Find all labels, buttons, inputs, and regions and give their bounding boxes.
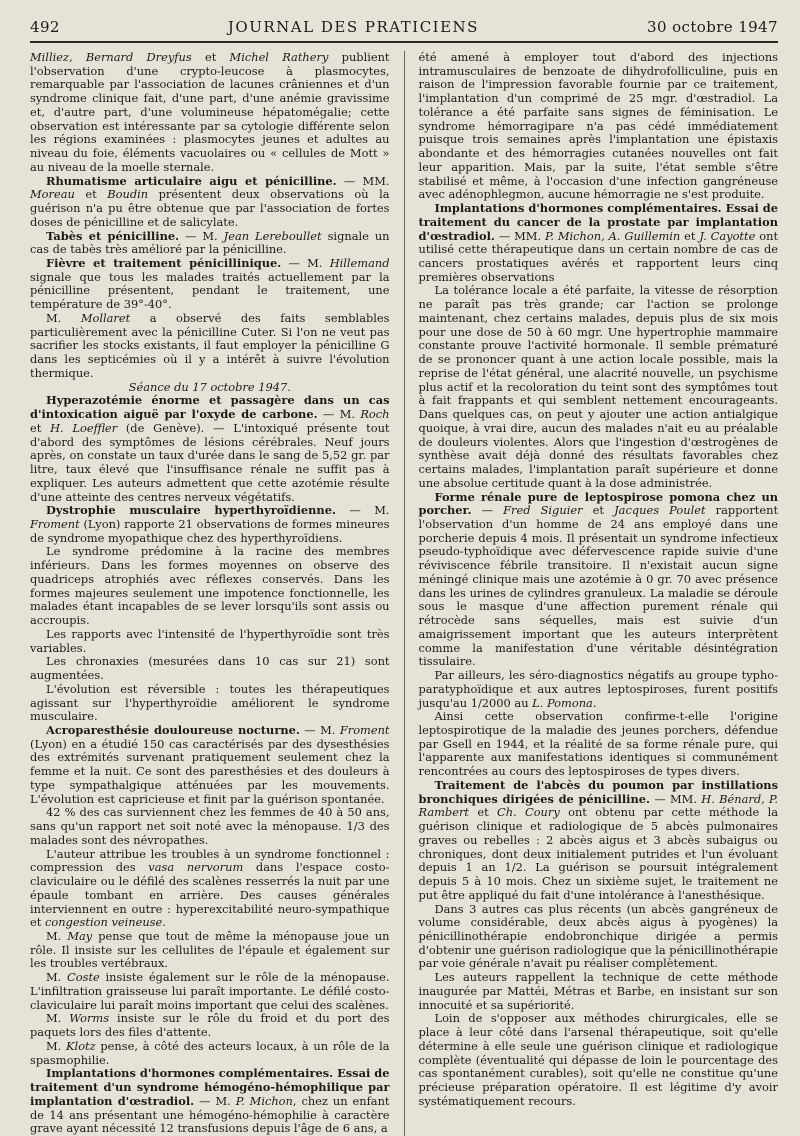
section-heading: Forme rénale pure de leptospirose pomona chez un porcher. — [418, 489, 779, 518]
connector: M. — [46, 1011, 70, 1026]
paragraph — [30, 312, 390, 381]
author-name: Klotz — [66, 1038, 96, 1053]
connector: — M. — [179, 228, 224, 243]
paragraph — [30, 51, 390, 175]
connector: M. — [46, 929, 68, 943]
paragraph — [30, 724, 390, 806]
session-title: Séance du 17 octobre 1947. — [128, 379, 291, 394]
section-heading: Rhumatisme articulaire aigu et pénicilline. — [46, 173, 337, 188]
connector: — MM. — [650, 791, 702, 806]
author-name: Michel Rathery — [229, 50, 329, 64]
connector: — M. — [299, 722, 340, 737]
paragraph: Ainsi cette observation confirme-t-elle l'origine leptospirotique de la maladie des jeunes porchers, défendue par Gsell en 1944, et la réalité de sa forme rénale pure, qui l'apparente aux manifestations identiques si communément rencontrées au cours des leptospiroses de types divers. — [418, 709, 779, 779]
connector: — MM. — [336, 173, 390, 188]
paragraph — [30, 971, 390, 1012]
left-column — [30, 51, 390, 1136]
connector: M. — [46, 970, 68, 985]
connector: et — [469, 805, 497, 820]
author-name: Jacques Poulet — [614, 503, 706, 518]
paragraph — [419, 491, 779, 670]
paragraph-text: . — [592, 695, 597, 710]
paragraph: 42 % des cas surviennent chez les femmes de 40 à 50 ans, sans qu'un rapport net soit noté avec la ménopause. 1/3 des malades sont des névropathes. — [30, 805, 390, 847]
author-name: Mollaret — [80, 310, 131, 325]
connector: — M. — [194, 1093, 236, 1108]
section-heading: Acroparesthésie douloureuse nocturne. — [46, 722, 300, 737]
paragraph: L'évolution est réversible : toutes les thérapeutiques agissant sur l'hyperthyroïdie améliorent le syndrome musculaire. — [30, 681, 390, 724]
paragraph-text: signale un cas de tabès très amélioré par la pénicilline. — [30, 228, 390, 257]
right-column — [419, 51, 779, 1136]
paragraph: été amené à employer tout d'abord des injections intramusculaires de benzoate de dihydrofolliculine, puis en raison de l'impression favorable fournie par ce traitement, l'implantation d'un comprimé de 25 mgr. d'œstradiol. La tolérance a été parfaite sans signes de féminisation. Le syndrome hémorragipare n'a pas cédé immédiatement puisque trois semaines après l'implantation une épistaxis abondante et des hémorragies cutanées nouvelles ont fait leur apparition. Mais, par la suite, l'état semble s'être stabilisé et même, à l'occasion d'une infection gangréneuse avec adénophlegmon, aucune hémorragie ne s'est produite. — [418, 50, 779, 202]
section-heading: Implantations d'hormones complémentaires. Essai de traitement du cancer de la prostate par implantation d'œstradiol. — [418, 201, 779, 243]
paragraph-text: (Lyon) rapporte 21 observations de formes mineures de syndrome myopathique chez des hyperthyroïdiens. — [30, 516, 390, 545]
paragraph-text: ont utilisé cette thérapeutique dans un certain nombre de cas de cancers prostatiques avérés et rapportent leurs cinq premières observations — [418, 228, 779, 284]
connector: et — [30, 420, 51, 435]
connector: — M. — [281, 256, 330, 271]
paragraph-text: . — [162, 915, 166, 930]
section-heading: Traitement de l'abcès du poumon par instillations bronchiques dirigées de pénicilline. — [418, 777, 779, 806]
paragraph-text: , chez un enfant de 14 ans présentant une hémogéno-hémophilie à caractère grave ayant nécessité 12 transfusions depuis l'âge de 6 ans, a — [30, 1093, 390, 1136]
paragraph-text: rapportent l'observation d'un homme de 24 ans employé dans une porcherie depuis 4 mois. Il présentait un syndrome infectieux pseudo-typhoïdique avec défervescence rapide suivie d'une réviviscence fébrile transitoire. Il n'existait aucun signe méningé clinique mais une azotémie à 0 gr. 70 avec présence dans les urines de cylindres granuleux. La maladie se déroule sous le masque d'une affection purement rénale qui rétrocède sans séquelles, mais est suivie d'un amaigrissement important que les auteurs interprètent comme la manifestation d'une véritable désintégration tissulaire. — [418, 503, 779, 669]
italic-term: vasa nervorum — [148, 860, 244, 875]
paragraph-text: a observé des faits semblables particulièrement avec la pénicilline Cuter. Si l'on ne veut pas sacrifier les stocks existants, il faut employer la pénicilline G dans les septicémies où il y a intérêt à suivre l'évolution thermique. — [30, 310, 390, 380]
paragraph-text: insiste également sur le rôle de la ménopause. L'infiltration graisseuse lui paraît importante. Le défilé costo-claviculaire lui paraît moins important que celui des scalènes. — [30, 970, 390, 1012]
italic-term: L. Pomona — [532, 695, 593, 710]
author-name: May — [67, 929, 93, 943]
paragraph — [30, 394, 390, 504]
article-columns — [30, 51, 778, 1136]
page-number: 492 — [30, 18, 60, 36]
paragraph-text: présentent deux observations où la guérison n'a pu être obtenue que par l'association de fortes doses de pénicilline et de salicylate. — [30, 187, 390, 229]
page-header — [30, 18, 778, 43]
connector: M. — [46, 310, 81, 325]
paragraph: Loin de s'opposer aux méthodes chirurgicales, elle se place à leur côté dans l'arsenal thérapeutique, soit qu'elle détermine à elle seule une guérison clinique et radiologique complète (éventualité qui dépasse de loin le pourcentage des cas spontanément curables), soit qu'elle ne constitue qu'une précieuse préparation opératoire. Il est légitime d'y avoir systématiquement recours. — [418, 1011, 779, 1108]
author-name: P. Michon, A. Guillemin — [544, 228, 681, 243]
paragraph-text: L'auteur attribue les troubles à un syndrome fonctionnel : compression des — [30, 846, 390, 875]
author-name: Boudin — [107, 187, 149, 202]
paragraph: Les chronaxies (mesurées dans 10 cas sur 21) sont augmentées. — [30, 654, 390, 683]
connector: et — [582, 503, 615, 518]
section-heading: Tabès et pénicilline. — [46, 228, 180, 243]
paragraph: Les auteurs rappellent la technique de cette méthode inaugurée par Mattéi, Métras et Barbe, en insistant sur son innocuité et sa supériorité. — [418, 970, 779, 1012]
paragraph-text: (de Genève). — L'intoxiqué présente tout d'abord des symptômes de lésions cérébrales. Neuf jours après, on constate un taux d'urée dans le sang de 5,52 gr. par litre, taux élevé que l'insuffisance rénale ne suffit pas à expliquer. Les auteurs admettent que cette azotémie résulte d'une atteinte des centres nerveux végétatifs. — [30, 420, 390, 504]
author-name: H. Bénard, P. Rambert — [418, 791, 779, 820]
author-name: Jean Lereboullet — [223, 228, 322, 243]
journal-title: JOURNAL DES PRATICIENS — [227, 18, 479, 36]
paragraph — [30, 230, 390, 257]
paragraph: Dans 3 autres cas plus récents (un abcès gangréneux de volume considérable, deux abcès aigus à pyogènes) la pénicillinothérapie endobronchique dirigée a permis d'obtenir une guérison radiologique que la pénicillinothérapie par voie générale n'avait pu réaliser complètement. — [418, 901, 779, 971]
paragraph-text: signale que tous les malades traités actuellement par la pénicilline présentent, pendant le traitement, une température de 39°-40°. — [30, 269, 390, 312]
section-heading: Dystrophie musculaire hyperthyroïdienne. — [46, 503, 336, 518]
paragraph — [30, 930, 390, 971]
author-name: P. Michon — [235, 1093, 293, 1108]
paragraph — [30, 1012, 390, 1039]
section-heading: Implantations d'hormones complémentaires. Essai de traitement d'un syndrome hémogéno-hémophilique par implantation d'œstradiol. — [30, 1066, 390, 1108]
paragraph — [30, 848, 390, 930]
connector: — M. — [335, 503, 390, 518]
paragraph — [30, 257, 390, 312]
paragraph-text: ont obtenu par cette méthode la guérison clinique et radiologique de 5 abcès pulmonaires graves ou rebelles : 2 abcès aigus et 3 abcès subaigus ou chroniques, dont deux initialement putrides et l'un évoluant depuis 1 an 1/2. La guérison se poursuit intégralement depuis 5 à 10 mois. Chez un sixième sujet, le traitement ne put être appliqué du fait d'une intolérance à l'anesthésique. — [418, 805, 779, 902]
paragraph-text: pense que tout de même la ménopause joue un rôle. Il insiste sur les cellulites de l'épaule et également sur les troubles vertébraux. — [30, 929, 390, 971]
section-heading: Hyperazotémie énorme et passagère dans un cas d'intoxication aiguë par l'oxyde de carbone. — [30, 393, 390, 422]
paragraph-text: Par ailleurs, les séro-diagnostics négatifs au groupe typho-paratyphoïdique et aux autres leptospiroses, furent positifs jusqu'au 1/2000 au — [418, 668, 779, 710]
paragraph-text: (Lyon) en a étudié 150 cas caractérisés par des dysesthésies des extrémités survenant pratiquement seulement chez la femme et la nuit. Ce sont des paresthésies et des douleurs à type sympathalgique atténuées par les mouvements. L'évolution est capricieuse et finit par la guérison spontanée. — [30, 736, 390, 806]
paragraph — [30, 1040, 390, 1067]
author-name: J. Cayotte — [699, 228, 756, 243]
paragraph-text: insiste sur le rôle du froid et du port des paquets lors des files d'attente. — [30, 1011, 390, 1040]
paragraph: Les rapports avec l'intensité de l'hyperthyroïdie sont très variables. — [30, 626, 390, 655]
author-name: Milliez, Bernard Dreyfus — [30, 50, 192, 64]
connector: et — [74, 187, 108, 202]
issue-date: 30 octobre 1947 — [647, 18, 778, 36]
author-name: Coste — [67, 970, 100, 985]
paragraph: La tolérance locale a été parfaite, la vitesse de résorption ne paraît pas très grande; car l'action se prolonge maintenant, chez certains malades, depuis plus de six mois pour une dose de 50 à 60 mgr. Une hypertrophie mammaire constante prouve l'activité hormonale. Il semble prématuré de se prononcer quant à une action locale possible, mais la reprise de l'état général, une alacrité nouvelle, un psychisme plus actif et la recoloration du teint sont des symptômes tout à fait frappants et qui semblent nettement encourageants. Dans quelques cas, on peut y ajouter une action antialgique quoique, à vrai dire, aucun des malades n'ait eu au préalable de douleurs violentes. Alors que l'ingestion d'œstrogènes de synthèse avait déjà donné des résultats favorables chez certains malades, l'implantation paraît supérieure et donne une absolue certitude quant à la dose administrée. — [418, 283, 779, 490]
connector: et — [680, 228, 700, 243]
paragraph-text: publient l'observation d'une crypto-leucose à plasmocytes, remarquable par l'association de lacunes crâniennes et d'un syndrome clinique fait, d'une part, d'une anémie gravissime et, d'autre part, d'une volumineuse hépatomégalie; cette observation est intéressante par sa cytologie différente selon les régions examinées : plasmocytes jeunes et adultes au niveau du foie, éléments vacuolaires ou « cellules de Mott » au niveau de la moelle sternale. — [30, 50, 390, 174]
connector: — — [471, 503, 504, 518]
author-name: Moreau — [30, 187, 75, 202]
column-divider — [404, 51, 405, 1136]
author-name: Fred Siguier — [503, 503, 583, 518]
paragraph-text: pense, à côté des acteurs locaux, à un rôle de la spasmophilie. — [30, 1038, 390, 1067]
author-name: Hillemand — [329, 256, 390, 271]
author-name: Roch — [360, 407, 390, 422]
connector: et — [191, 50, 230, 64]
paragraph: Le syndrome prédomine à la racine des membres inférieurs. Dans les formes moyennes on observe des quadriceps atrophiés avec réflexes conservés. Dans les formes majeures seulement une impotence fonctionnelle, les malades étant incapables de se lever lorsqu'ils sont assis ou accroupis. — [30, 544, 390, 628]
italic-term: congestion veineuse — [44, 915, 163, 930]
paragraph — [419, 202, 779, 284]
author-name: H. Loeffler — [50, 420, 118, 435]
paragraph — [30, 175, 390, 230]
author-name: Worms — [69, 1011, 110, 1026]
section-heading: Fièvre et traitement pénicillinique. — [46, 256, 282, 271]
author-name: Ch. Coury — [496, 805, 560, 820]
connector: — M. — [317, 407, 361, 422]
connector: M. — [46, 1038, 67, 1053]
author-name: Froment — [30, 516, 80, 531]
paragraph — [419, 779, 779, 903]
paragraph — [30, 1067, 390, 1136]
connector: — MM. — [494, 228, 545, 243]
paragraph — [419, 669, 779, 710]
author-name: Froment — [339, 722, 390, 737]
paragraph-text: dans l'espace costo-claviculaire ou le défilé des scalènes resserrés la nuit par une épaule tombant en arrière. Des causes générales interviennent en outre : hyperexcitabilité neuro-sympathique et — [30, 860, 390, 930]
paragraph — [30, 504, 390, 545]
